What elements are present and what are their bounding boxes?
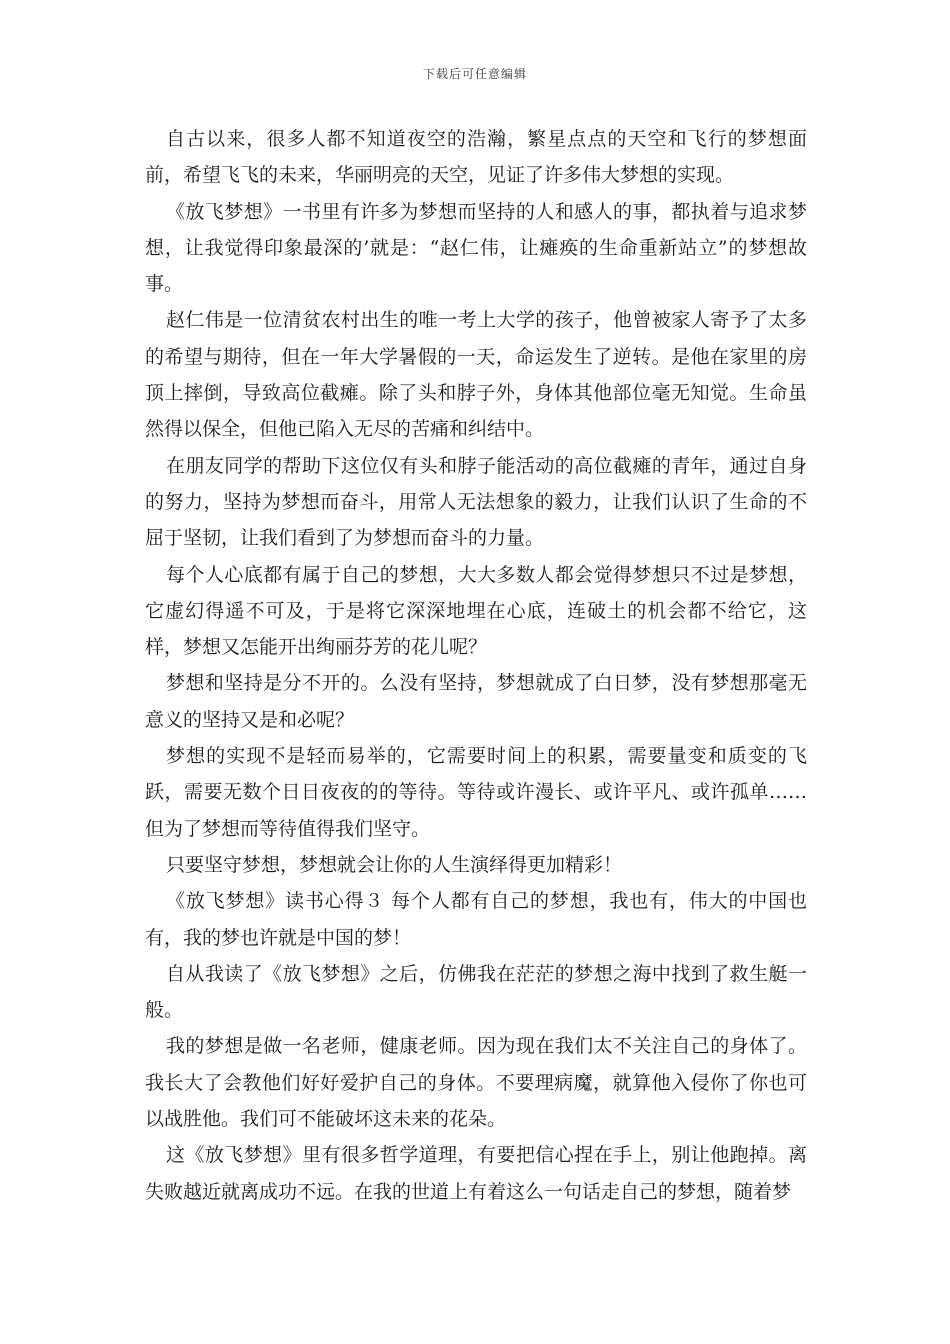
document-body [145,121,807,1210]
paragraph: 梦想的实现不是轻而易举的，它需要时间上的积累，需要量变和质变的飞跃，需要无数个日日夜夜的的等待。等待或许漫长、或许平凡、或许孤单……但为了梦想而等待值得我们坚守。 [145,745,807,840]
paragraph: 《放飞梦想》读书心得３ 每个人都有自己的梦想，我也有，伟大的中国也有，我的梦也许就是中国的梦！ [145,890,807,949]
paragraph: 在朋友同学的帮助下这位仅有头和脖子能活动的高位截瘫的青年，通过自身的努力，坚持为梦想而奋斗，用常人无法想象的毅力，让我们认识了生命的不屈于坚韧，让我们看到了为梦想而奋斗的力量。 [145,454,807,550]
paragraph: 每个人心底都有属于自己的梦想，大大多数人都会觉得梦想只不过是梦想，它虚幻得遥不可及，于是将它深深地埋在心底，连破土的机会都不给它，这样，梦想又怎能开出绚丽芬芳的花儿呢？ [145,563,807,659]
paragraph: 我的梦想是做一名老师，健康老师。因为现在我们太不关注自己的身体了。我长大了会教他们好好爱护自己的身体。不要理病魔，就算他入侵你了你也可以战胜他。我们可不能破坏这未来的花朵。 [145,1035,807,1131]
paragraph: 梦想和坚持是分不开的。么没有坚持，梦想就成了白日梦，没有梦想那毫无意义的坚持又是和必呢？ [145,672,807,731]
paragraph: 赵仁伟是一位清贫农村出生的唯一考上大学的孩子，他曾被家人寄予了太多的希望与期待，但在一年大学暑假的一天，命运发生了逆转。是他在家里的房顶上摔倒，导致高位截瘫。除了头和脖子外，身体其他部位毫无知觉。生命虽然得以保全，但他已陷入无尽的苦痛和纠结中。 [145,309,807,441]
paragraph: 这《放飞梦想》里有很多哲学道理，有要把信心捏在手上，别让他跑掉。离失败越近就离成功不远。在我的世道上有着这么一句话走自己的梦想，随着梦 [145,1144,807,1203]
paragraph: 自古以来，很多人都不知道夜空的浩瀚，繁星点点的天空和飞行的梦想面前，希望飞飞的未来，华丽明亮的天空，见证了许多伟大梦想的实现。 [145,128,807,187]
paragraph: 《放飞梦想》一书里有许多为梦想而坚持的人和感人的事，都执着与追求梦想，让我觉得印象最深的’就是：“赵仁伟，让瘫痪的生命重新站立”的梦想故事。 [145,200,807,296]
paragraph: 只要坚守梦想，梦想就会让你的人生演绎得更加精彩！ [166,853,623,876]
paragraph: 自从我读了《放飞梦想》之后，仿佛我在茫茫的梦想之海中找到了救生艇一般。 [145,962,807,1022]
page-header: 下载后可任意编辑 [422,67,527,81]
